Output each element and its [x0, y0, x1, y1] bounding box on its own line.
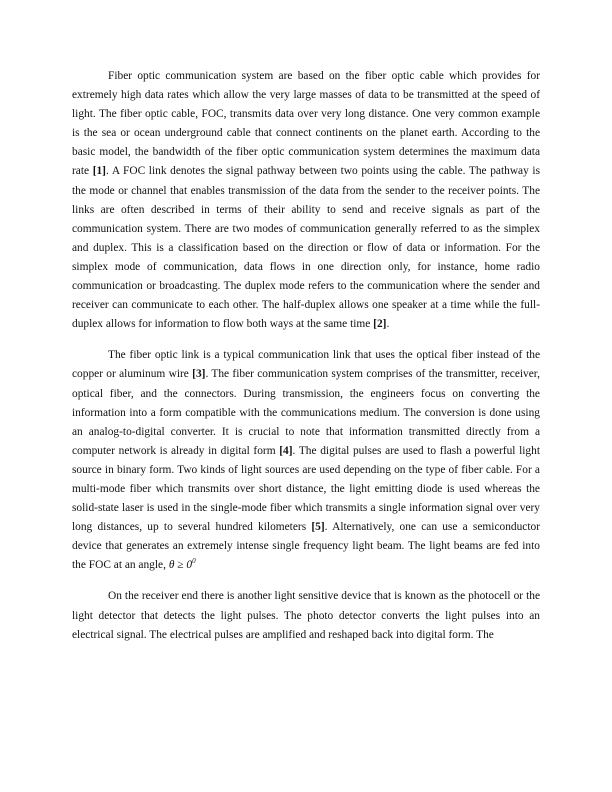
citation-2: [2]: [373, 318, 387, 331]
text-run: The fiber optic link is a typical communication link that uses the optical fiber instead of the copper or aluminum wire: [72, 349, 540, 381]
angle-math-expression: [169, 559, 196, 571]
math-expression-superscript: 0: [192, 557, 196, 566]
text-run: Fiber optic communication system are based on the fiber optic cable which provides for extremely high data rates which allow the very large masses of data to be transmitted at the speed of light. The fiber optic cable, FOC, transmits data over very long distance. One very common example is the sea or ocean underground cable that connect continents on the planet earth. According to the basic model, the bandwidth of the fiber optic communication system determines the maximum data rate: [72, 70, 540, 178]
paragraph-receiver-end: [72, 587, 540, 644]
citation-4: [4]: [279, 444, 293, 457]
text-run: . The digital pulses are used to flash a powerful light source in binary form. Two kinds of light sources are used depending on the type of fiber cable. For a multi-mode fiber which transmits over short distance, the light emitting diode is used whereas the solid-state laser is used in the single-mode fiber which transmits a single information signal over very long distances, up to several hundred kilometers: [72, 444, 540, 534]
citation-5: [5]: [311, 521, 325, 534]
math-expression-base: θ ≥ 0: [168, 559, 193, 572]
paragraph-fiber-optic-link: [72, 346, 540, 575]
text-run: On the receiver end there is another light sensitive device that is known as the photocell or the light detector that detects the light pulses. The photo detector converts the light pulses into an electrical signal. The electrical pulses are amplified and reshaped back into digital form. The: [72, 590, 540, 641]
text-run: . A FOC link denotes the signal pathway between two points using the cable. The pathway is the mode or channel that enables transmission of the data from the sender to the receiver points. The links are often described in terms of their ability to send and receive signals as part of the communication system. There are two modes of communication generally referred to as the simplex and duplex. This is a classification based on the direction or flow of data or information. For the simplex mode of communication, data flows in one direction only, for instance, home radio communication or broadcasting. The duplex mode refers to the communication where the sender and receiver can communicate to each other. The half-duplex allows one speaker at a time while the full-duplex allows for information to flow both ways at the same time: [72, 165, 540, 331]
paragraph-fiber-optic-overview: [72, 67, 540, 334]
citation-3: [3]: [192, 368, 206, 381]
text-run: . The fiber communication system comprises of the transmitter, receiver, optical fiber, and the connectors. During transmission, the engineers focus on converting the information into a form compatible with the communications medium. The conversion is done using an analog-to-digital converter. It is crucial to note that information transmitted directly from a computer network is already in digital form: [72, 368, 540, 457]
citation-1: [1]: [92, 165, 106, 178]
text-run: .: [386, 318, 390, 331]
text-run: . Alternatively, one can use a semiconductor device that generates an extremely intense single frequency light beam. The light beams are fed into the FOC at an angle,: [72, 521, 540, 572]
